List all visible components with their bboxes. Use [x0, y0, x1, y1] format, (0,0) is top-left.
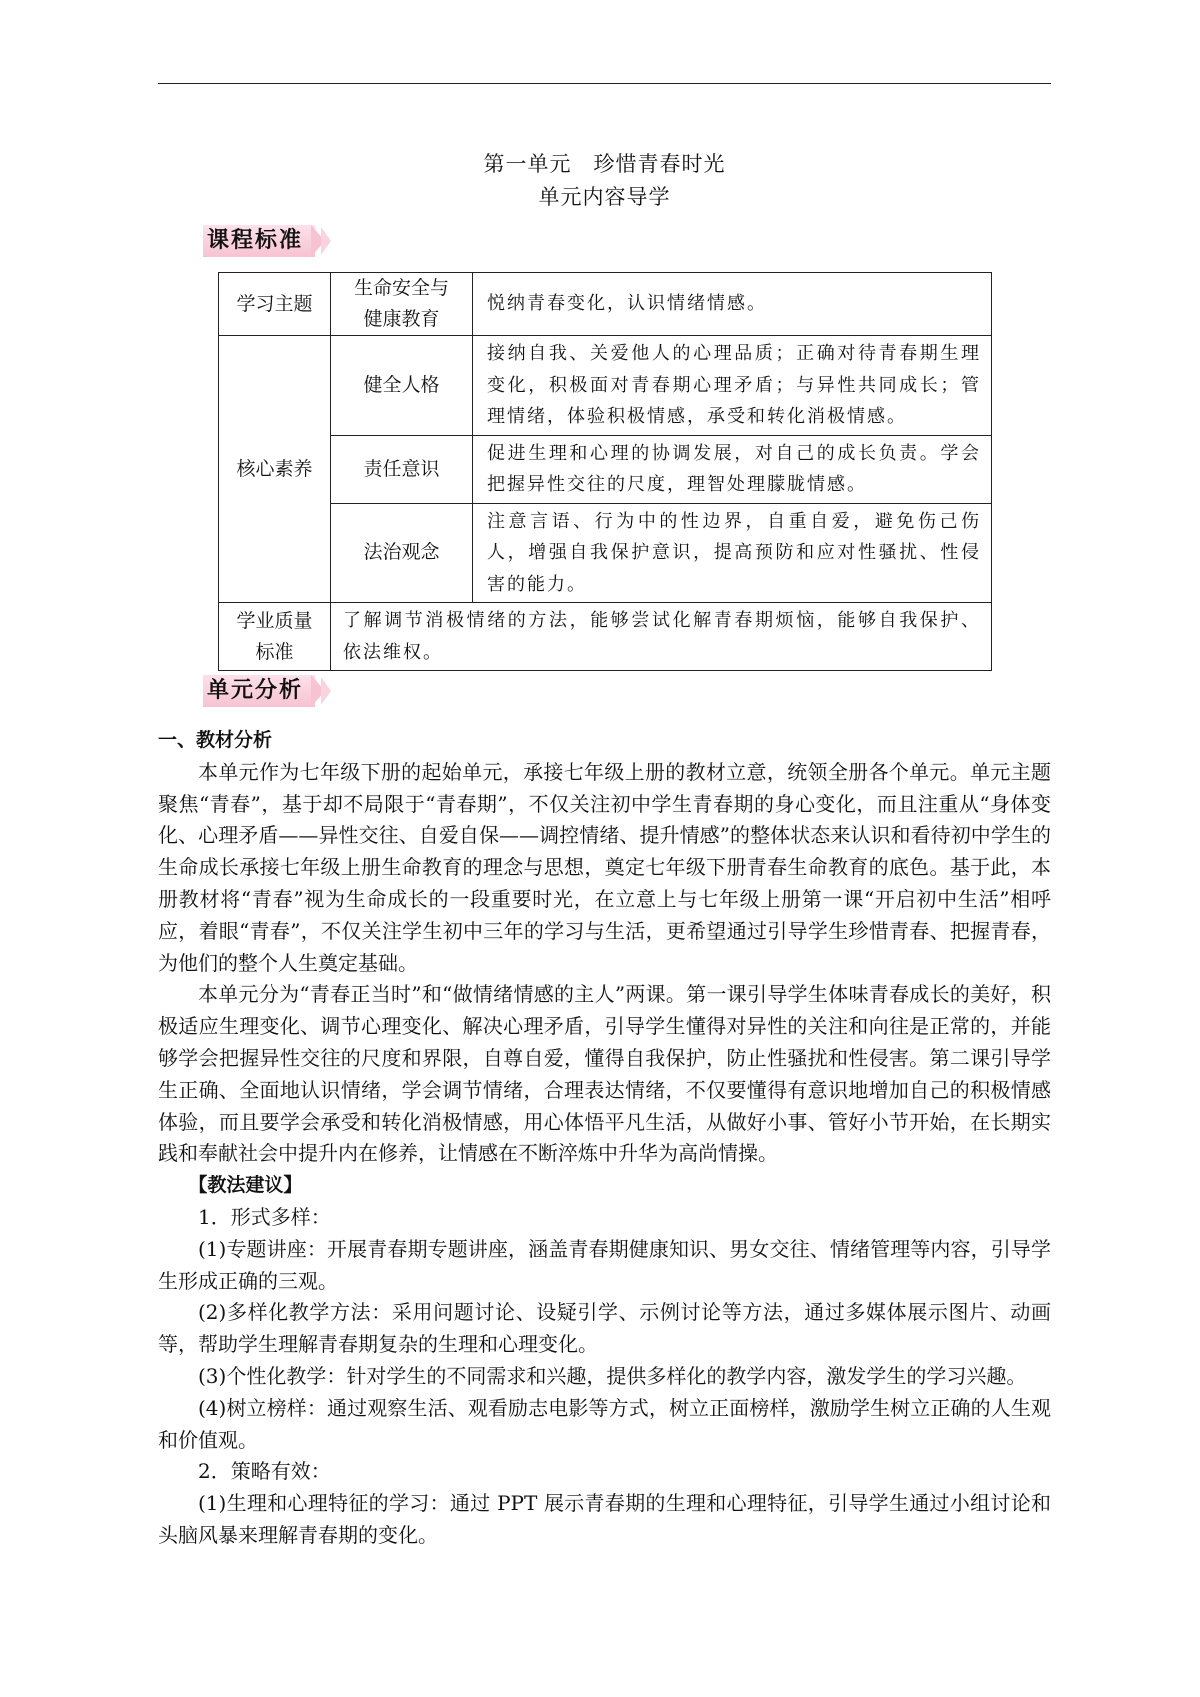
section-heading: 一、教材分析 [158, 729, 273, 751]
table-sub-cell: 健全人格 [331, 336, 473, 436]
table-row [219, 603, 992, 671]
section-badge-curriculum [203, 225, 333, 257]
list-item: 1．形式多样： [198, 1204, 331, 1229]
list-item: 2．策略有效： [198, 1459, 331, 1484]
section-badge-label: 单元分析 [207, 678, 304, 703]
table-text-cell: 注意言语、行为中的性边界，自重自爱，避免伤己伤人，增强自我保护意识，提高预防和应对性骚扰、性侵害的能力。 [473, 503, 992, 603]
paragraph: 本单元作为七年级下册的起始单元，承接七年级上册的教材立意，统领全册各个单元。单元主题聚焦“青春”，基于却不局限于“青春期”，不仅关注初中学生青春期的身心变化，而且注重从“身体变化、心理矛盾——异性交往、自爱自保——调控情绪、提升情感”的整体状态来认识和看待初中学生的生命成长承接七年级上册生命教育的理念与思想，奠定七年级下册青春生命教育的底色。基于此，本册教材将“青春”视为生命成长的一段重要时光，在立意上与七年级上册第一课“开启初中生活”相呼应，着眼“青春”，不仅关注学生初中三年的学习与生活，更希望通过引导学生珍惜青春、把握青春，为他们的整个人生奠定基础。 [158, 759, 1051, 975]
table-row [219, 273, 992, 336]
table-row [219, 503, 992, 603]
section-badge-label: 课程标准 [207, 228, 304, 253]
table-sub-cell: 法治观念 [331, 503, 473, 603]
table-head-cell: 学业质量标准 [219, 603, 331, 671]
analysis-body [158, 725, 1051, 1552]
paragraph: 本单元分为“青春正当时”和“做情绪情感的主人”两课。第一课引导学生体味青春成长的美好，积极适应生理变化、调节心理变化、解决心理矛盾，引导学生懂得对异性的关注和向往是正常的，并能够学会把握异性交往的尺度和界限，自尊自爱，懂得自我保护，防止性骚扰和性侵害。第二课引导学生正确、全面地认识情绪，学会调节情绪，合理表达情绪，不仅要懂得有意识地增加自己的积极情感体验，而且要学会承受和转化消极情感，用心体悟平凡生活，从做好小事、管好小节开始，在长期实践和奉献社会中提升内在修养，让情感在不断淬炼中升华为高尚情操。 [158, 982, 1051, 1166]
unit-title: 第一单元 珍惜青春时光 [483, 152, 726, 176]
list-item: (4)树立榜样：通过观察生活、观看励志电影等方式，树立正面榜样，激励学生树立正确的人生观和价值观。 [158, 1395, 1051, 1452]
table-sub-cell: 责任意识 [331, 435, 473, 503]
suggestion-heading: 【教法建议】 [188, 1174, 303, 1197]
badge-arrow-icon [321, 227, 331, 255]
table-sub-cell: 生命安全与健康教育 [331, 273, 473, 336]
table-head-cell: 核心素养 [219, 336, 331, 603]
list-item: (1)生理和心理特征的学习：通过 PPT 展示青春期的生理和心理特征，引导学生通过小组讨论和头脑风暴来理解青春期的变化。 [158, 1491, 1051, 1547]
table-text-cell: 了解调节消极情绪的方法，能够尝试化解青春期烦恼，能够自我保护、依法维权。 [331, 603, 992, 671]
header-rule [158, 83, 1051, 84]
table-row [219, 336, 992, 436]
list-item: (1)专题讲座：开展青春期专题讲座，涵盖青春期健康知识、男女交往、情绪管理等内容，引导学生形成正确的三观。 [158, 1236, 1051, 1293]
curriculum-standards-table [218, 272, 992, 671]
table-text-cell: 悦纳青春变化，认识情绪情感。 [473, 273, 992, 336]
table-head-cell: 学习主题 [219, 273, 331, 336]
badge-arrow-icon [321, 677, 331, 705]
table-text-cell: 接纳自我、关爱他人的心理品质；正确对待青春期生理变化，积极面对青春期心理矛盾；与异性共同成长；管理情绪，体验积极情感，承受和转化消极情感。 [473, 336, 992, 436]
unit-subtitle: 单元内容导学 [538, 185, 671, 209]
list-item: (2)多样化教学方法：采用问题讨论、设疑引学、示例讨论等方法，通过多媒体展示图片、动画等，帮助学生理解青春期复杂的生理和心理变化。 [158, 1300, 1051, 1357]
table-row [219, 435, 992, 503]
table-text-cell: 促进生理和心理的协调发展，对自己的成长负责。学会把握异性交往的尺度，理智处理朦胧情感。 [473, 435, 992, 503]
list-item: (3)个性化教学：针对学生的不同需求和兴趣，提供多样化的教学内容，激发学生的学习兴趣。 [198, 1363, 1027, 1388]
section-badge-analysis [203, 675, 333, 707]
